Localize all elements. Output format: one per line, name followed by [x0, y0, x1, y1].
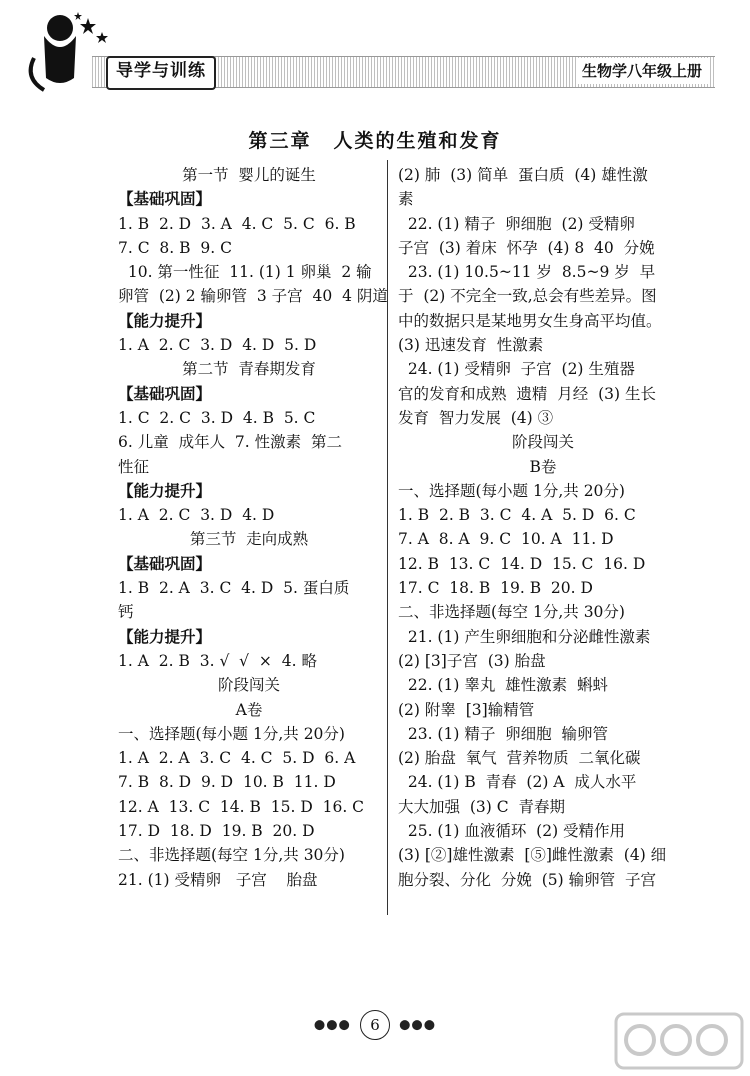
- left-answer-line: 第一节 婴儿的诞生: [182, 166, 316, 184]
- right-answer-line: 12. B 13. C 14. D 15. C 16. D: [398, 554, 646, 573]
- left-answer-line: 阶段闯关: [217, 676, 280, 695]
- left-answer-line: 7. C 8. B 9. C: [118, 238, 232, 257]
- right-answer-line: (2) 胎盘 氧气 营养物质 二氧化碳: [398, 749, 641, 768]
- footer-dots-left: ●●●: [313, 1017, 351, 1033]
- right-answer-line: 22. (1) 精子 卵细胞 (2) 受精卵: [398, 214, 635, 233]
- left-answer-line: 1. A 2. B 3. √ √ × 4. 略: [118, 651, 317, 670]
- page-header: [0, 0, 750, 100]
- left-answer-line: 一、选择题(每小题 1分,共 20分): [118, 724, 345, 743]
- left-answer-line: 性征: [118, 457, 150, 476]
- chapter-name: 人类的生殖和发育: [333, 130, 502, 152]
- left-answer-line: 【能力提升】: [118, 626, 212, 646]
- right-answer-line: 子宫 (3) 着床 怀孕 (4) 8 40 分娩: [398, 238, 655, 257]
- right-answer-line: (2) 肺 (3) 简单 蛋白质 (4) 雄性激: [398, 166, 648, 184]
- right-answer-line: 大大加强 (3) C 青春期: [398, 797, 565, 816]
- subject-label: 生物学八年级上册: [576, 58, 708, 84]
- left-answer-line: 17. D 18. D 19. B 20. D: [118, 822, 315, 841]
- left-answer-column: [118, 163, 388, 892]
- left-answer-line: 1. A 2. C 3. D 4. D 5. D: [118, 336, 317, 355]
- right-answer-line: 于 (2) 不完全一致,总会有些差异。图: [398, 287, 657, 306]
- left-answer-line: 1. B 2. A 3. C 4. D 5. 蛋白质: [118, 579, 350, 598]
- right-answer-line: 官的发育和成熟 遗精 月经 (3) 生长: [398, 384, 656, 403]
- watermark-logo-icon: [614, 1010, 744, 1072]
- right-answer-line: 1. B 2. B 3. C 4. A 5. D 6. C: [398, 506, 636, 525]
- right-answer-line: 24. (1) 受精卵 子宫 (2) 生殖器: [398, 360, 635, 379]
- right-answer-line: 素: [398, 190, 414, 209]
- right-answer-line: 22. (1) 睾丸 雄性激素 蝌蚪: [398, 676, 609, 695]
- right-answer-line: (2) [3]子宫 (3) 胎盘: [398, 651, 546, 670]
- left-answer-line: 10. 第一性征 11. (1) 1 卵巢 2 输: [118, 263, 372, 282]
- right-answer-line: 21. (1) 产生卵细胞和分泌雌性激素: [398, 627, 651, 646]
- left-answer-line: 【基础巩固】: [118, 383, 212, 403]
- left-answer-line: 【能力提升】: [118, 310, 212, 330]
- page-number: 6: [360, 1010, 390, 1040]
- left-answer-line: 第三节 走向成熟: [189, 530, 309, 549]
- left-answer-line: 钙: [118, 603, 134, 622]
- left-answer-line: 1. C 2. C 3. D 4. B 5. C: [118, 408, 316, 427]
- left-answer-line: 第二节 青春期发育: [182, 360, 316, 379]
- right-answer-line: (3) [②]雄性激素 [⑤]雌性激素 (4) 细: [398, 846, 667, 865]
- right-answer-line: 17. C 18. B 19. B 20. D: [398, 579, 593, 598]
- footer-dots-right: ●●●: [399, 1017, 437, 1033]
- right-answer-line: 7. A 8. A 9. C 10. A 11. D: [398, 530, 614, 549]
- left-answer-line: 【基础巩固】: [118, 553, 212, 573]
- left-answer-line: 12. A 13. C 14. B 15. D 16. C: [118, 797, 365, 816]
- left-answer-line: 21. (1) 受精卵 子宫 胎盘: [118, 870, 318, 889]
- right-answer-line: 23. (1) 精子 卵细胞 输卵管: [398, 724, 609, 743]
- right-answer-line: 发育 智力发展 (4) ③: [398, 408, 554, 427]
- left-answer-line: 1. A 2. C 3. D 4. D: [118, 506, 275, 525]
- right-answer-line: B卷: [529, 457, 557, 476]
- left-answer-line: 【能力提升】: [118, 480, 212, 500]
- chapter-title: [0, 126, 750, 153]
- column-divider: [387, 160, 388, 915]
- left-answer-line: 1. A 2. A 3. C 4. C 5. D 6. A: [118, 749, 356, 768]
- left-answer-line: A卷: [235, 700, 263, 719]
- left-answer-line: 7. B 8. D 9. D 10. B 11. D: [118, 773, 336, 792]
- chapter-number: 第三章: [248, 130, 312, 152]
- right-answer-line: 二、非选择题(每空 1分,共 30分): [398, 603, 625, 622]
- left-answer-line: 卵管 (2) 2 输卵管 3 子宫 40 4 阴道: [118, 287, 388, 306]
- right-answer-line: 25. (1) 血液循环 (2) 受精作用: [398, 822, 626, 841]
- left-answer-line: 【基础巩固】: [118, 189, 212, 209]
- right-answer-line: 23. (1) 10.5~11 岁 8.5~9 岁 早: [398, 263, 656, 282]
- right-answer-line: 24. (1) B 青春 (2) A 成人水平: [398, 773, 637, 792]
- right-answer-line: 胞分裂、分化 分娩 (5) 输卵管 子宫: [398, 870, 656, 889]
- right-answer-column: [398, 163, 688, 892]
- right-answer-line: 中的数据只是某地男女生身高平均值。: [398, 311, 662, 330]
- right-answer-line: (3) 迅速发育 性激素: [398, 336, 544, 355]
- right-answer-line: 阶段闯关: [511, 433, 574, 452]
- right-answer-line: 一、选择题(每小题 1分,共 20分): [398, 481, 625, 500]
- series-title: 导学与训练: [106, 56, 216, 90]
- right-answer-line: (2) 附睾 [3]输精管: [398, 700, 535, 719]
- left-answer-line: 1. B 2. D 3. A 4. C 5. C 6. B: [118, 214, 356, 233]
- left-answer-line: 二、非选择题(每空 1分,共 30分): [118, 846, 345, 865]
- left-answer-line: 6. 儿童 成年人 7. 性激素 第二: [118, 433, 342, 452]
